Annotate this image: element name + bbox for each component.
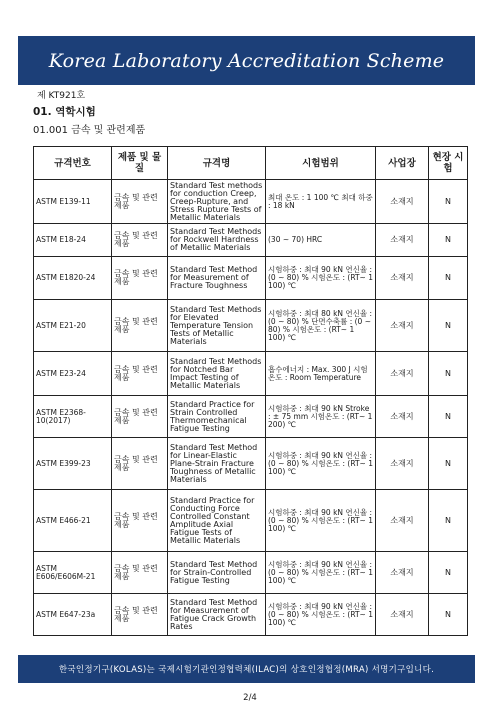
cell-field-test: N xyxy=(429,224,468,257)
cell-field-test: N xyxy=(429,594,468,636)
subsection-title: 01.001 금속 및 관련제품 xyxy=(33,125,146,136)
cell-standard-no: ASTM E139-11 xyxy=(34,180,112,224)
cell-product: 금속 및 관련제품 xyxy=(112,594,168,636)
cell-test-range: 시험하중 : 최대 90 kN Stroke : ± 75 mm 시험온도 : (RT~ 1 200) ℃ xyxy=(266,396,376,438)
cell-standard-name: Standard Test Method for Measurement of Fatigue Crack Growth Rates xyxy=(168,594,266,636)
cell-standard-name: Standard Test methods for conduction Creep, Creep-Rupture, and Stress Rupture Tests of Metallic Materials xyxy=(168,180,266,224)
cell-product: 금속 및 관련제품 xyxy=(112,490,168,552)
cell-site: 소재지 xyxy=(376,396,429,438)
cell-product: 금속 및 관련제품 xyxy=(112,552,168,594)
cell-test-range: 시험하중 : 최대 90 kN 연신율 : (0 ~ 80) % 시험온도 : (RT~ 1 100) ℃ xyxy=(266,552,376,594)
cell-product: 금속 및 관련제품 xyxy=(112,180,168,224)
cell-test-range: 시험하중 : 최대 90 kN 연신율 : (0 ~ 80) % 시험온도 : (RT~ 1 100) ℃ xyxy=(266,490,376,552)
table-row xyxy=(34,224,468,257)
accreditation-scope-table xyxy=(33,146,468,636)
table-row xyxy=(34,257,468,300)
cell-standard-name: Standard Test Methods for Elevated Temperature Tension Tests of Metallic Materials xyxy=(168,300,266,352)
cell-test-range: (30 ~ 70) HRC xyxy=(266,224,376,257)
cell-site: 소재지 xyxy=(376,438,429,490)
cell-product: 금속 및 관련제품 xyxy=(112,257,168,300)
cell-site: 소재지 xyxy=(376,180,429,224)
cell-standard-name: Standard Test Methods for Rockwell Hardness of Metallic Materials xyxy=(168,224,266,257)
section-title: 01. 역학시험 xyxy=(33,106,96,118)
table-row xyxy=(34,300,468,352)
cell-standard-name: Standard Test Method for Measurement of Fracture Toughness xyxy=(168,257,266,300)
table-row xyxy=(34,438,468,490)
cell-site: 소재지 xyxy=(376,552,429,594)
table-row xyxy=(34,552,468,594)
cell-field-test: N xyxy=(429,552,468,594)
cell-standard-no: ASTM E1820-24 xyxy=(34,257,112,300)
accreditation-banner xyxy=(18,36,475,85)
cell-standard-name: Standard Test Method for Strain-Controlled Fatigue Testing xyxy=(168,552,266,594)
cell-test-range: 시험하중 : 최대 90 kN 연신율 : (0 ~ 80) % 시험온도 : (RT~ 1 100) ℃ xyxy=(266,257,376,300)
header-standard-no: 규격번호 xyxy=(34,147,112,180)
cell-product: 금속 및 관련제품 xyxy=(112,438,168,490)
cell-field-test: N xyxy=(429,257,468,300)
table-row xyxy=(34,180,468,224)
table-row xyxy=(34,594,468,636)
cell-standard-name: Standard Test Methods for Notched Bar Impact Testing of Metallic Materials xyxy=(168,352,266,396)
cell-site: 소재지 xyxy=(376,594,429,636)
header-test-range: 시험범위 xyxy=(266,147,376,180)
cell-site: 소재지 xyxy=(376,490,429,552)
header-site: 사업장 xyxy=(376,147,429,180)
table-row xyxy=(34,490,468,552)
table-row xyxy=(34,396,468,438)
cell-field-test: N xyxy=(429,490,468,552)
cell-test-range: 시험하중 : 최대 90 kN 연신율 : (0 ~ 80) % 시험온도 : (RT~ 1 100) ℃ xyxy=(266,594,376,636)
cell-standard-no: ASTM E466-21 xyxy=(34,490,112,552)
cell-product: 금속 및 관련제품 xyxy=(112,300,168,352)
cell-standard-no: ASTM E23-24 xyxy=(34,352,112,396)
cell-field-test: N xyxy=(429,300,468,352)
cell-field-test: N xyxy=(429,180,468,224)
page-number: 2/4 xyxy=(243,693,257,703)
footer-text: 한국인정기구(KOLAS)는 국제시험기관인정협력체(ILAC)의 상호인정협정(MRA) 서명기구입니다. xyxy=(58,665,435,675)
banner-title: Korea Laboratory Accreditation Scheme xyxy=(48,49,445,72)
header-standard-name: 규격명 xyxy=(168,147,266,180)
cell-standard-no: ASTM E21-20 xyxy=(34,300,112,352)
cell-product: 금속 및 관련제품 xyxy=(112,352,168,396)
cell-standard-no: ASTM E18-24 xyxy=(34,224,112,257)
cell-test-range: 최대 온도 : 1 100 ℃ 최대 하중 : 18 kN xyxy=(266,180,376,224)
kolas-footer-banner xyxy=(18,655,475,683)
cell-test-range: 흡수에너지 : Max. 300 J 시험온도 : Room Temperature xyxy=(266,352,376,396)
header-field-test: 현장 시험 xyxy=(429,147,468,180)
cell-standard-no: ASTM E2368-10(2017) xyxy=(34,396,112,438)
cell-site: 소재지 xyxy=(376,352,429,396)
cell-standard-name: Standard Test Method for Linear-Elastic Plane-Strain Fracture Toughness of Metallic Materials xyxy=(168,438,266,490)
cell-product: 금속 및 관련제품 xyxy=(112,224,168,257)
certificate-number: 제 KT921호 xyxy=(37,91,86,101)
cell-product: 금속 및 관련제품 xyxy=(112,396,168,438)
table-row xyxy=(34,352,468,396)
cell-standard-no: ASTM E606/E606M-21 xyxy=(34,552,112,594)
cell-standard-name: Standard Practice for Strain Controlled Thermomechanical Fatigue Testing xyxy=(168,396,266,438)
cell-site: 소재지 xyxy=(376,300,429,352)
cell-standard-no: ASTM E399-23 xyxy=(34,438,112,490)
cell-site: 소재지 xyxy=(376,257,429,300)
cell-standard-name: Standard Practice for Conducting Force Controlled Constant Amplitude Axial Fatigue Tests of Metallic Materials xyxy=(168,490,266,552)
cell-field-test: N xyxy=(429,396,468,438)
cell-field-test: N xyxy=(429,352,468,396)
table-header-row xyxy=(34,147,468,180)
cell-standard-no: ASTM E647-23a xyxy=(34,594,112,636)
cell-test-range: 시험하중 : 최대 90 kN 연신율 : (0 ~ 80) % 시험온도 : (RT~ 1 100) ℃ xyxy=(266,438,376,490)
cell-site: 소재지 xyxy=(376,224,429,257)
header-product: 제품 및 물질 xyxy=(112,147,168,180)
cell-field-test: N xyxy=(429,438,468,490)
cell-test-range: 시험하중 : 최대 80 kN 연신율 : (0 ~ 80) % 단면수축률 : (0 ~ 80) % 시험온도 : (RT~ 1 100) ℃ xyxy=(266,300,376,352)
